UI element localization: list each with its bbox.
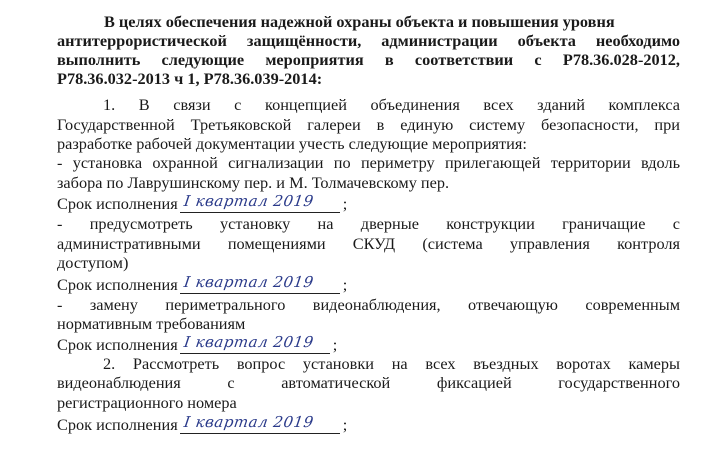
item1-line: разработке рабочей документации учесть следующие мероприятия:: [57, 134, 527, 153]
intro-line: В целях обеспечения надежной охраны объекта и повышения уровня: [104, 12, 615, 31]
deadline-row: [57, 193, 347, 213]
deadline-label: Срок исполнения: [57, 335, 178, 354]
deadline-row: [57, 414, 347, 434]
handwritten-deadline: I квартал 2019: [182, 192, 315, 210]
deadline-row: [57, 274, 347, 294]
deadline-label: Срок исполнения: [57, 194, 178, 213]
item1c-line: - замену периметрального видеонаблюдения, отвечающую современным: [57, 295, 680, 314]
deadline-row: [57, 334, 337, 354]
item1b-line: доступом): [57, 253, 129, 272]
deadline-semicolon: ;: [332, 335, 338, 354]
deadline-label: Срок исполнения: [57, 275, 178, 294]
item1-line: забора по Лаврушинскому пер. и М. Толмачевскому пер.: [57, 173, 450, 192]
item1c-line: нормативным требованиям: [57, 314, 246, 333]
item1-line: Государственной Третьяковской галереи в единую систему безопасности, при: [57, 115, 680, 134]
handwritten-deadline: I квартал 2019: [182, 273, 315, 291]
deadline-semicolon: ;: [342, 194, 348, 213]
deadline-semicolon: ;: [342, 415, 348, 434]
item2-line: регистрационного номера: [57, 393, 237, 412]
handwritten-deadline: I квартал 2019: [182, 333, 315, 351]
deadline-blank: [180, 414, 340, 434]
item1b-line: - предусмотреть установку на дверные конструкции граничащие с: [57, 214, 680, 233]
deadline-label: Срок исполнения: [57, 415, 178, 434]
deadline-semicolon: ;: [342, 275, 348, 294]
deadline-blank: [180, 274, 340, 294]
item1b-line: административными помещениями СКУД (система управления контроля: [57, 234, 680, 253]
item2-line: видеонаблюдения с автоматической фиксацией государственного: [57, 373, 680, 392]
item1-line: 1. В связи с концепцией объединения всех зданий комплекса: [103, 95, 680, 114]
intro-line: антитеррористической защищённости, администрации объекта необходимо: [57, 31, 680, 50]
deadline-blank: [180, 193, 340, 213]
handwritten-deadline: I квартал 2019: [182, 413, 315, 431]
item2-line: 2. Рассмотреть вопрос установки на всех въездных воротах камеры: [103, 354, 680, 373]
intro-line: выполнить следующие мероприятия в соответствии с Р78.36.028-2012,: [57, 50, 680, 69]
item1-line: - установка охранной сигнализации по периметру прилегающей территории вдоль: [57, 153, 680, 172]
intro-line: Р78.36.032-2013 ч 1, Р78.36.039-2014:: [57, 69, 323, 88]
deadline-blank: [180, 334, 330, 354]
